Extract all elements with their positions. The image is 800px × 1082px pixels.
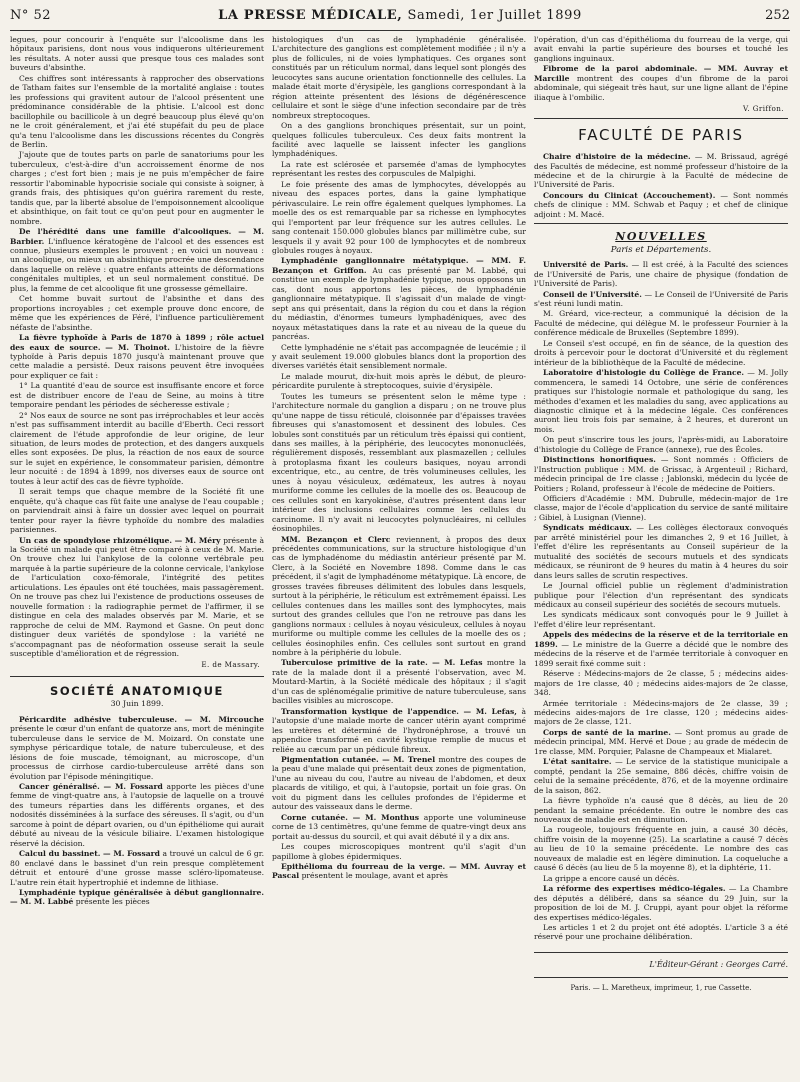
issue-number: N° 52 bbox=[10, 8, 52, 23]
paragraph: legues, pour concourir à l'enquête sur l'alcoolisme dans les hôpitaux parisiens, dont nous vous indiquerons ultérieurement les résultats. A noter aussi que presque tous ces malades sont buveurs d'absinthe. bbox=[10, 35, 264, 73]
article-text: reviennent, à propos des deux précédentes communications, sur la structure histologique d'un cas de lymphadénome du médiastin antérieur présenté par M. Clerc, à la Société en Novembre 1898. Comme dans le cas précédent, il s'agit de lymphadénome métatypique. Là encore, de grosses travées fibreuses délimitent des lobules dans lesquels, surtout à la périphérie, le réticulum est extrêmement épaissi. Les cellules contenues dans les mailles sont des lymphocytes, mais surtout des grandes cellules que l'on ne retrouve pas dans les ganglions normaux : cellules à noyau vésiculeux, cellules à noyau muriforme ou multiple comme les cellules de la moelle des os ; cellules éosinophiles enfin. Ces cellules sont surtout en grand nombre à la périphérie du lobule. bbox=[272, 534, 526, 657]
article-text: présente les pièces bbox=[75, 897, 150, 907]
article-text: — Les collèges électoraux convoqués par arrêté ministériel pour les dimanches 2, 9 et 16 Juillet, à l'effet d'élire les représentants au Conseil supérieur de la mutualité des sociétés de secours mutuels et des syndicats médicaux, se réuniront de 9 heures du matin à 4 heures du soir dans leurs salles de scrutin respectives. bbox=[534, 523, 788, 580]
article-text: montre la rate de la malade dont il a présenté l'observation, avec M. Moutard-Martin, à la Société médicale des hôpitaux ; il s'agit d'un cas de splénomégalie primitive de nature tuberculeuse, sans bacilles visibles au microscope. bbox=[272, 658, 526, 706]
article-title: Pigmentation cutanée. bbox=[281, 754, 379, 764]
article bbox=[10, 333, 264, 380]
paragraph: La fièvre typhoïde n'a causé que 8 décès, au lieu de 20 pendant la semaine précédente. En outre le nombre des cas nouveaux de maladie est en diminution. bbox=[534, 796, 788, 824]
article-text: — Le Conseil de l'Université de Paris s'est réuni lundi matin. bbox=[534, 289, 788, 308]
article-title: Calcul du bassinet. bbox=[19, 849, 101, 859]
paragraph: On peut s'inscrire tous les jours, l'après-midi, au Laboratoire d'histologie du Collège de France (annexe), rue des Écoles. bbox=[534, 435, 788, 454]
paragraph: Ces chiffres sont intéressants à rapprocher des observations de Tatham faites sur l'ensemble de la mortalité anglaise : toutes les professions qui gravitent autour de l'alcool présentent une prédominance considérable de la phtisie. L'alcool est donc bacillophile ou bacillicole à un degré beaucoup plus élevé qu'on ne le croit généralement, et j'ai été stupéfait du peu de place qu'a tenu l'alcoolisme dans les discussions récentes du Congrès de Berlin. bbox=[10, 73, 264, 149]
article-text: présente à la Société un malade qui peut être comparé à ceux de M. Marie. On trouve chez lui l'ankylose de la colonne vertébrale peu marquée à la partie supérieure de la colonne cervicale, l'ankylose de l'articulation coxo-fémorale, l'intégrité des petites articulations. Les épaules ont été touchées, mais passagèrement. On ne trouve pas chez lui l'existence de productions osseuses de nouvelle formation : la radiographie permet de l'affirmer, il se distingue en cela des malades observés par M. Marie, et se rapproche de celui de MM. Raymond et Gasne. On peut donc distinguer deux variétés de spondylose : la variété ne s'accompagnant pas de néoformation osseuse serait la seule susceptible d'amélioration et de régression. bbox=[10, 535, 264, 658]
column-1 bbox=[10, 35, 264, 1075]
article bbox=[534, 191, 788, 219]
article-author: — M. Thoinot. bbox=[105, 342, 170, 352]
article bbox=[272, 707, 526, 754]
signature: V. Griffon. bbox=[743, 104, 784, 114]
article-title: Conseil de l'Université. bbox=[543, 289, 642, 299]
article-text: L'histoire de la fièvre typhoïde à Paris depuis 1870 jusqu'à maintenant prouve que cette maladie a persisté. Deux raisons peuvent être invoquées pour expliquer ce fait : bbox=[10, 342, 264, 380]
article-author: — M. Mircouche bbox=[184, 714, 264, 724]
article-title: Péricardite adhésive tuberculeuse. bbox=[19, 714, 177, 724]
paragraph: Les coupes microscopiques montrent qu'il s'agit d'un papillome à globes épidermiques. bbox=[272, 842, 526, 861]
signature: E. de Massary. bbox=[201, 660, 260, 670]
paragraph: histologiques d'un cas de lymphadénie généralisée. L'architecture des ganglions est complètement modifiée ; il n'y a plus de follicules, ni de voies lymphatiques. Ces organes sont constitués par un réticulum normal, dans lequel sont plongés des leucocytes sans aucune orientation fonctionnelle des cellules. La malade était morte d'érysipèle, les ganglions correspondant à la région atteinte présentent des lésions de dégénérescence cellulaire et sont le siège d'une infection secondaire par de très nombreux streptocoques. bbox=[272, 35, 526, 120]
article bbox=[534, 523, 788, 580]
section-title: NOUVELLES bbox=[615, 230, 707, 244]
article-title: Lymphadénie typique généralisée à début ganglionnaire. bbox=[19, 887, 264, 897]
article-title: Appels des médecins de la réserve et de la territoriale en 1899. bbox=[534, 630, 788, 649]
article-text: — Il est créé, à la Faculté des sciences de l'Université de Paris, une chaire de physique (fondation de l'Université de Paris). bbox=[534, 260, 788, 289]
article-text: présente le cœur d'un enfant de quatorze ans, mort de méningite tuberculeuse dans le service de M. Moizard. On constate une symphyse péricardique totale, de nature tuberculeuse, et des lésions de foie muscade, témoignant, au microscope, d'un processus de cirrhose cardio-tuberculeuse arrêté dans son évolution par l'épisode méningitique. bbox=[10, 724, 264, 781]
paragraph: Le foie présente des amas de lymphocytes, développés au niveau des espaces portes, dans la gaine lymphatique périvasculaire. Le rein offre également quelques lymphomes. La moelle des os est remarquable par sa richesse en lymphocytes qui l'emportent par leur fréquence sur les autres cellules. Le sang contenait 150.000 globules blancs par millimètre cube, sur lesquels il y avait 92 pour 100 de lymphocytes et de nombreux globules rouges à noyaux. bbox=[272, 179, 526, 255]
paragraph: 1° La quantité d'eau de source est insuffisante encore et force est de distribuer encore de l'eau de Seine, au moins à titre temporaire pendant les périodes de sécheresse estivale ; bbox=[10, 381, 264, 410]
article bbox=[272, 535, 526, 658]
article-text: — Le service de la statistique municipale a compté, pendant la 25e semaine, 886 décès, chiffre voisin de celui de la semaine précédente, 876, et de la moyenne ordinaire de la saison, 862. bbox=[534, 757, 788, 795]
article bbox=[272, 862, 526, 881]
article-title: Distinctions honorifiques. bbox=[543, 455, 656, 465]
article-text: a trouvé un calcul de 6 gr. 80 enclavé dans le bassinet d'un rein presque complètement détruit et entouré d'une grosse masse scléro-lipomateuse. L'autre rein était hypertrophié et indemne de lithiase. bbox=[10, 849, 264, 887]
article-title: La réforme des expertises médico-légales. bbox=[543, 884, 726, 894]
article-text: — Le ministre de la Guerre a décidé que le nombre des médecins de la réserve et de l'armée territoriale à convoquer en 1899 serait fixé comme suit : bbox=[534, 639, 788, 668]
article-author: — MM. Auvray et Marcille bbox=[534, 64, 788, 83]
article bbox=[10, 782, 264, 848]
article-title: Transformation kystique de l'appendice. bbox=[281, 706, 459, 716]
divider bbox=[534, 118, 788, 119]
article-title: Concours du Clinicat (Accouchement). bbox=[543, 190, 716, 200]
article-title: Syndicats médicaux. bbox=[543, 523, 632, 533]
page-header bbox=[10, 8, 790, 31]
article-text: — M. Brissaud, agrégé des Facultés de médecine, est nommé professeur d'histoire de la médecine et de la chirurgie à la Faculté de médecine de l'Université de Paris. bbox=[534, 152, 788, 190]
article bbox=[534, 260, 788, 288]
column-3 bbox=[534, 35, 788, 1075]
paragraph: Les articles 1 et 2 du projet ont été adoptés. L'article 3 a été réservé pour une prochaine délibération. bbox=[534, 922, 788, 942]
paragraph: Toutes les tumeurs se présentent selon le même type : l'architecture normale du ganglion a disparu ; on ne trouve plus qu'une nappe de tissu réticulé, cloisonnée par d'épaisses travées fibreuses qui s'anastomosent et dessinent des lobules. Ces lobules sont constitués par un réticulum très épaissi qui contient, dans ses mailles, à la périphérie, des leucocytes mononucléés, régulièrement disposés, ressemblant aux plasmazellen ; cellules à protoplasma fixant les couleurs basiques, noyau arrondi excentrique, etc., au centre, de très volumineuses cellules, les unes à noyau vésiculeux, œdémateux, les autres à noyau muriforme comme les cellules de la moelle des os. Beaucoup de ces cellules sont en karyokinèse, d'autres présentent dans leur intérieur des inclusions cellulaires comme les cellules du carcinome. Il n'y avait ni leucocytes polynucléaires, ni cellules éosinophiles. bbox=[272, 391, 526, 534]
article-title: Corps de santé de la marine. bbox=[543, 727, 671, 737]
article bbox=[534, 630, 788, 668]
article-author: — M. Trenel bbox=[382, 754, 436, 764]
section-subtitle: Paris et Départements. bbox=[610, 244, 712, 255]
article bbox=[534, 884, 788, 922]
section-title: FACULTÉ DE PARIS bbox=[578, 125, 744, 144]
article-text: montre des coupes de la peau d'une malade qui présentait deux zones de pigmentation, l'une au niveau du cou, l'autre au niveau de l'abdomen, et deux placards de vitiligo, et qui, à l'autopsie, portait un foie gras. On voit du pigment dans les cellules profondes de l'épiderme et autour des vaisseaux dans le derme. bbox=[272, 754, 526, 812]
article-text: montrent des coupes d'un fibrome de la paroi abdominale, qui siégeait très haut, sur une ligne allant de l'épine iliaque à l'ombilic. bbox=[534, 73, 788, 102]
article bbox=[10, 849, 264, 887]
paragraph: Le Journal officiel publie un règlement d'administration publique pour l'élection d'un représentant des syndicats médicaux au conseil supérieur des sociétés de secours mutuels. bbox=[534, 581, 788, 610]
article bbox=[272, 755, 526, 812]
article-author: — M. Barbier. bbox=[10, 227, 264, 246]
article-title: De l'hérédité dans une famille d'alcooliques. bbox=[19, 227, 232, 237]
article-text: Au cas présenté par M. Labbé, qui constitue un exemple de lymphadénie typique, nous opposons un cas, dont nous apportons les pièces, de lymphadénie ganglionnaire métatypique. Il s'agissait d'un malade de vingt-sept ans qui présentait, dans la région du cou et dans la région du médiastin, d'énormes tumeurs lymphadéniques, avec des noyaux métastatiques dans la rate et au niveau de la queue du pancréas. bbox=[272, 265, 526, 342]
article bbox=[272, 813, 526, 841]
paragraph: l'opération, d'un cas d'épithélioma du fourreau de la verge, qui avait envahi la partie supérieure des bourses et touché les ganglions inguinaux. bbox=[534, 35, 788, 63]
section-date: 30 Juin 1899. bbox=[110, 699, 164, 709]
article-author: — M. Lefas bbox=[432, 658, 483, 668]
article-title: Laboratoire d'histologie du Collège de France. bbox=[543, 368, 745, 378]
article-title: L'état sanitaire. bbox=[543, 757, 612, 767]
article bbox=[10, 227, 264, 293]
article-author: — M. Monthus bbox=[352, 812, 420, 822]
article bbox=[534, 152, 788, 190]
article-text: apporte une volumineuse corne de 13 centimètres, qu'une femme de quatre-vingt deux ans portait au-dessus du sourcil, et qui avait débuté il y a dix ans. bbox=[272, 812, 526, 841]
article-title: Université de Paris. bbox=[543, 260, 629, 270]
article-text: — Sont nommés : Officiers de l'Instruction publique : MM. de Grissac, à Argenteuil ; Richard, médecin principal de 1re classe ; Jablonski, médecin du lycée de Poitiers ; Roland, professeur à l'école de médecine de Poitiers. bbox=[534, 455, 788, 493]
paragraph: La grippe a encore causé un décès. bbox=[543, 873, 680, 883]
article bbox=[534, 64, 788, 102]
publisher-line: L'Éditeur-Gérant : Georges Carré. bbox=[534, 952, 788, 969]
article-author: — MM. Auvray et Pascal bbox=[272, 861, 526, 881]
article-title: Epithélioma du fourreau de la verge. bbox=[281, 861, 446, 871]
paragraph: Le malade mourut, dix-huit mois après le début, de pleuro-péricardite purulente à streptocoques, suivie d'érysipèle. bbox=[272, 371, 526, 391]
article-author: — M. Fossard bbox=[102, 849, 160, 859]
journal-name: LA PRESSE MÉDICALE, bbox=[218, 8, 403, 23]
paragraph: Armée territoriale : Médecins-majors de 2e classe, 39 ; médecins aides-majors de 1re classe, 120 ; médecins aides-majors de 2e classe, 121. bbox=[534, 698, 788, 727]
article-title: Fibrome de la paroi abdominale. bbox=[543, 64, 698, 74]
article-author: — M. Méry bbox=[174, 535, 221, 545]
article-title: Lymphadénie ganglionnaire métatypique. bbox=[281, 256, 469, 266]
article bbox=[10, 715, 264, 781]
paragraph: 2° Nos eaux de source ne sont pas irréprochables et leur accès n'est pas suffisamment interdit au bacille d'Eberth. Ceci ressort clairement de l'étude approfondie de leur origine, de leur situation, de leurs modes de protection, et des dangers auxquels elles sont exposées. De plus, la réaction de nos eaux de source sur le sujet en expérience, le consommateur parisien, démontre leur nocuité : de 1894 à 1899, nos diverses eaux de source ont toutes à leur actif des cas de fièvre typhoïde. bbox=[10, 410, 264, 486]
paragraph: Cette lymphadénie ne s'était pas accompagnée de leucémie ; il y avait seulement 19.000 globules blancs dont la proportion des diverses variétés était sensiblement normale. bbox=[272, 342, 526, 371]
article-title: Un cas de spondylose rhizomélique. bbox=[19, 535, 172, 545]
article-title: Chaire d'histoire de la médecine. bbox=[543, 152, 691, 162]
article-title: La fièvre typhoïde à Paris de 1870 à 1899 ; rôle actuel des eaux de source. bbox=[10, 333, 264, 352]
divider bbox=[534, 223, 788, 224]
article-text: — La Chambre des députés a délibéré, dans sa séance du 29 Juin, sur la proposition de loi de M. J. Cruppi, ayant pour objet la réforme des expertises médico-légales. bbox=[534, 884, 788, 922]
article-author: — M. Lefas, bbox=[463, 706, 517, 716]
journal-title bbox=[218, 8, 582, 23]
paragraph: Le Conseil s'est occupé, en fin de séance, de la question des droits à percevoir pour le doctorat d'Université et du règlement intérieur de la bibliothèque de la Faculté de médecine. bbox=[534, 338, 788, 367]
columns bbox=[10, 35, 790, 1075]
article-author: — MM. F. Bezançon et Griffon. bbox=[272, 256, 526, 275]
paragraph: M. Gréard, vice-recteur, a communiqué la décision de la Faculté de médecine, qui délègue M. le professeur Fournier à la conférence médicale de Bruxelles (Septembre 1899). bbox=[534, 309, 788, 338]
article-text: à l'autopsie d'une malade morte de cancer utérin ayant comprimé les uretères et déterminé de l'hydronéphrose, a trouvé un appendice transformé en cavité kystique remplie de mucus et reliée au cæcum par un pédicule fibreux. bbox=[272, 706, 526, 754]
article-text: L'influence kératogène de l'alcool et des essences est connue, plusieurs exemples le prouvent ; en voici un nouveau : un alcoolique, ou mieux un absinthique procrée une descendance dans laquelle on relève : quatre enfants atteints de déformations congénitales multiples, et un seul normalement constitué. De plus, la femme de cet alcoolique fit une grossesse gémellaire. bbox=[10, 236, 264, 293]
section-title: SOCIÉTÉ ANATOMIQUE bbox=[10, 676, 264, 696]
paragraph: Cet homme buvait surtout de l'absinthe et dans des proportions incroyables ; cet exemple prouve donc encore, de même que les expériences de Féré, l'influence particulièrement néfaste de l'absinthe. bbox=[10, 294, 264, 332]
article-title: MM. Bezançon et Clerc bbox=[281, 534, 391, 544]
article-author: — M. M. Labbé bbox=[10, 897, 74, 907]
article bbox=[10, 888, 264, 907]
paragraph: Réserve : Médecins-majors de 2e classe, 5 ; médecins aides-majors de 1re classe, 40 ; médecins aides-majors de 2e classe, 348. bbox=[534, 669, 788, 698]
paragraph: La rate est sclérosée et parsemée d'amas de lymphocytes représentant les restes des corpuscules de Malpighi. bbox=[272, 159, 526, 179]
article-text: — Sont nommés chefs de clinique : MM. Schwab et Paquy ; et chef de clinique adjoint : M. Macé. bbox=[534, 190, 788, 219]
paragraph: On a des ganglions bronchiques présentait, sur un point, quelques follicules tuberculeux. Ces deux faits montrent la facilité avec laquelle se laissent infecter les ganglions lymphadéniques. bbox=[272, 121, 526, 159]
article bbox=[272, 256, 526, 341]
article-author: — M. Fossard bbox=[103, 781, 163, 791]
article bbox=[534, 455, 788, 493]
article-title: Tuberculose primitive de la rate. bbox=[281, 658, 428, 668]
article-title: Cancer généralisé. bbox=[19, 781, 100, 791]
issue-date: Samedi, 1er Juillet 1899 bbox=[407, 8, 582, 23]
paragraph: J'ajoute que de toutes parts on parle de sanatoriums pour les tuberculeux, c'est-à-dire d'un accroissement énorme de nos charges ; c'est fort bien ; mais je ne puis m'empêcher de faire ressortir l'abominable hypocrisie sociale qui consiste à soigner, à grands frais, des phtisiques qu'on guérira rarement du reste, tandis que, par la liberté absolue de l'empoisonnement alcoolique et absinthique, on fait tout ce qu'on peut pour en augmenter le nombre. bbox=[10, 150, 264, 226]
paragraph: Officiers d'Académie : MM. Dubrulle, médecin-major de 1re classe, major de l'école d'application du service de santé militaire ; Gibiel, à Lusignan (Vienne). bbox=[534, 494, 788, 522]
paragraph: Il serait temps que chaque membre de la Société fît une enquête, qu'à chaque cas fût faite une analyse de l'eau coupable ; on parviendrait ainsi à faire un dossier avec lequel on pourrait tenter pour rayer la fièvre typhoïde du nombre des maladies parisiennes. bbox=[10, 487, 264, 535]
column-2 bbox=[272, 35, 526, 1075]
article-title: Corne cutanée. bbox=[281, 812, 348, 822]
article-text: présentent le moulage, avant et après bbox=[301, 871, 448, 881]
article bbox=[10, 536, 264, 659]
article-text: — Sont promus au grade de médecin principal, MM. Hervé et Doue ; au grade de médecin de 1re classe, MM. Porquier, Palasne de Champeaux et Mialaret. bbox=[534, 727, 788, 756]
article bbox=[534, 728, 788, 756]
paragraph: Les syndicats médicaux sont convoqués pour le 9 Juillet à l'effet d'élire leur représentant. bbox=[534, 610, 788, 629]
printer-line: Paris. — L. Maretheux, imprimeur, 1, rue Cassette. bbox=[534, 977, 788, 993]
article bbox=[534, 757, 788, 795]
article-text: — M. Jolly commencera, le samedi 14 Octobre, une série de conférences pratiques sur l'histologie normale et pathologique du sang, les méthodes d'examen et les maladies du sang, avec applications au diagnostic clinique et à la médecine légale. Ces conférences auront lieu trois fois par semaine, à 2 heures, et dureront un mois. bbox=[534, 368, 788, 434]
article bbox=[534, 290, 788, 309]
paragraph: La rougeole, toujours fréquente en juin, a causé 30 décès, chiffre voisin de la moyenne (25). La scarlatine a causé 7 décès au lieu de 10 la semaine précédente. Le nombre des cas nouveaux de maladie est en légère diminution. La coqueluche a causé 6 décès (au lieu de 5 la moyenne 8), et la diphtérie, 11. bbox=[534, 825, 788, 873]
article-text: apporte les pièces d'une femme de vingt-quatre ans, à l'autopsie de laquelle on a trouvé des tumeurs réparties dans les différents organes, et des nodosités disséminées à la surface des séreuses. Il s'agit, ou d'un sarcome à point de départ ovarien, ou d'un épithéliome qui aurait débuté au niveau de la vésicule biliaire. L'examen histologique réservé la décision. bbox=[10, 781, 264, 848]
page-number: 252 bbox=[765, 8, 790, 23]
article bbox=[534, 368, 788, 434]
article bbox=[272, 658, 526, 705]
